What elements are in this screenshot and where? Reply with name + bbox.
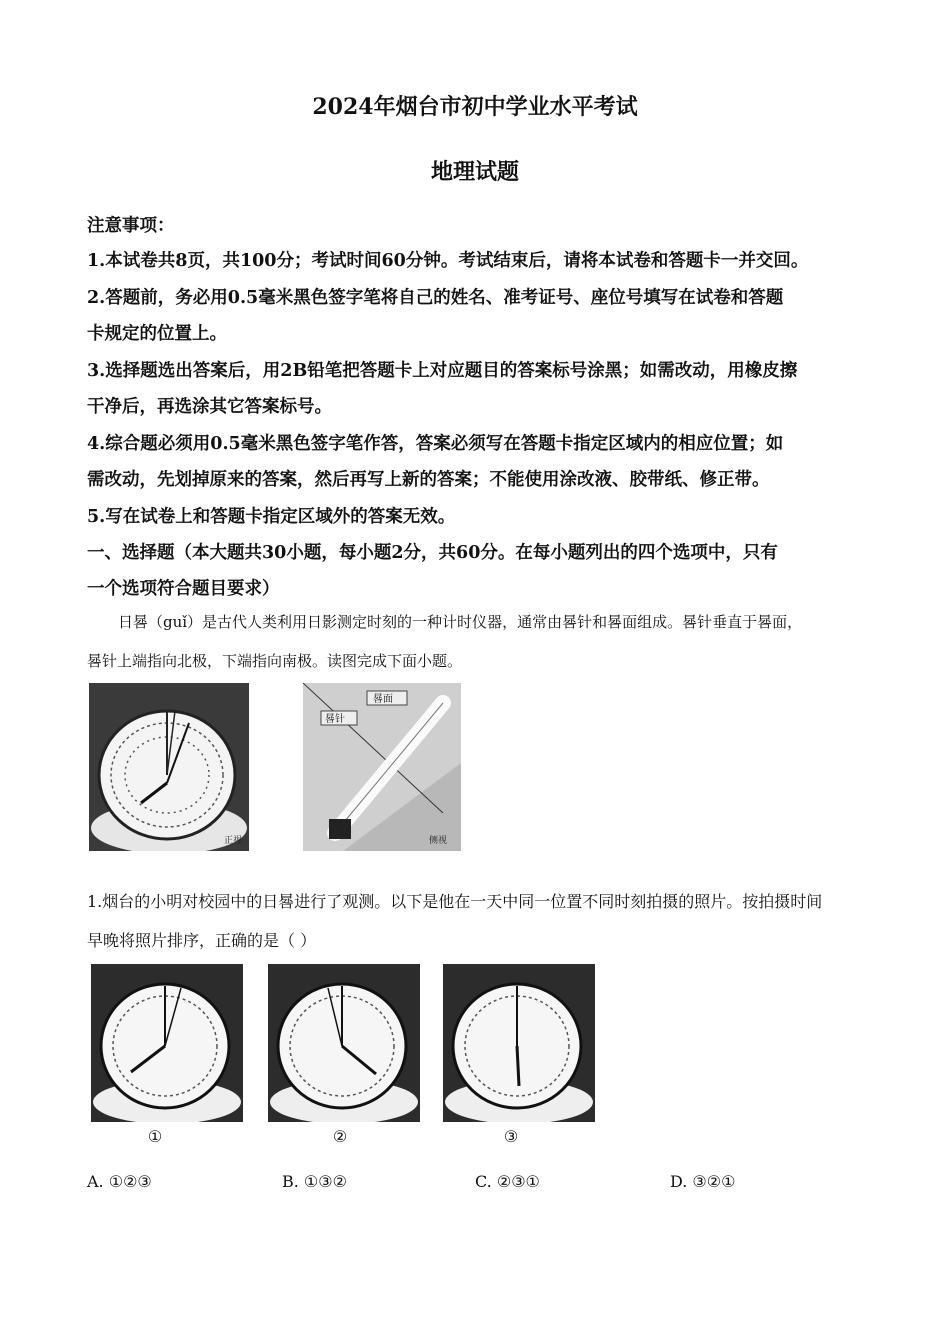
photo-caption: ② [332, 1127, 348, 1146]
sundial-front-photo [89, 683, 249, 851]
sundial-photo-2 [268, 964, 420, 1122]
notice-line: 需改动，先划掉原来的答案，然后再写上新的答案；不能使用涂改液、胶带纸、修正带。 [87, 470, 770, 490]
question-text: 1.烟台的小明对校园中的日晷进行了观测。以下是他在一天中同一位置不同时刻拍摄的照片。按拍摄时间 [87, 892, 823, 911]
notice-line: 卡规定的位置上。 [87, 324, 227, 344]
passage-text: 晷针上端指向北极，下端指向南极。读图完成下面小题。 [87, 652, 463, 670]
sundial-photo-3 [443, 964, 595, 1122]
dial-label: 晷面 [373, 694, 393, 705]
exam-title: 2024年烟台市初中学业水平考试 [312, 94, 638, 120]
gnomon-label: 晷针 [325, 714, 345, 725]
section-heading-cont: 一个选项符合题目要求） [87, 579, 280, 599]
photo-caption: ③ [503, 1127, 519, 1146]
question-text: 早晚将照片排序，正确的是（ ） [87, 931, 317, 950]
section-heading: 一、选择题（本大题共30小题，每小题2分，共60分。在每小题列出的四个选项中，只有 [87, 543, 778, 563]
option-b[interactable]: B. ①③② [282, 1172, 347, 1191]
front-view-label: 正视 [224, 836, 243, 846]
notice-heading: 注意事项： [87, 216, 175, 236]
notice-line: 干净后，再选涂其它答案标号。 [87, 397, 332, 417]
notice-line: 1.本试卷共8页，共100分；考试时间60分钟。考试结束后，请将本试卷和答题卡一并交回。 [87, 251, 809, 271]
side-view-label: 侧视 [429, 836, 448, 846]
notice-line: 4.综合题必须用0.5毫米黑色签字笔作答，答案必须写在答题卡指定区域内的相应位置；如 [87, 434, 784, 454]
option-d[interactable]: D. ③②① [670, 1172, 736, 1191]
notice-line: 2.答题前，务必用0.5毫米黑色签字笔将自己的姓名、准考证号、座位号填写在试卷和答题 [87, 288, 784, 308]
exam-subtitle: 地理试题 [430, 159, 519, 185]
sundial-side-photo [303, 683, 461, 851]
option-c[interactable]: C. ②③① [475, 1172, 540, 1191]
option-a[interactable]: A. ①②③ [87, 1172, 152, 1191]
notice-line: 3.选择题选出答案后，用2B铅笔把答题卡上对应题目的答案标号涂黑；如需改动，用橡皮擦 [87, 361, 798, 381]
notice-line: 5.写在试卷上和答题卡指定区域外的答案无效。 [87, 507, 456, 527]
sundial-photo-1 [91, 964, 243, 1122]
photo-caption: ① [147, 1127, 163, 1146]
passage-text: 日晷（guǐ）是古代人类利用日影测定时刻的一种计时仪器，通常由晷针和晷面组成。晷针垂直于晷面， [118, 613, 803, 631]
